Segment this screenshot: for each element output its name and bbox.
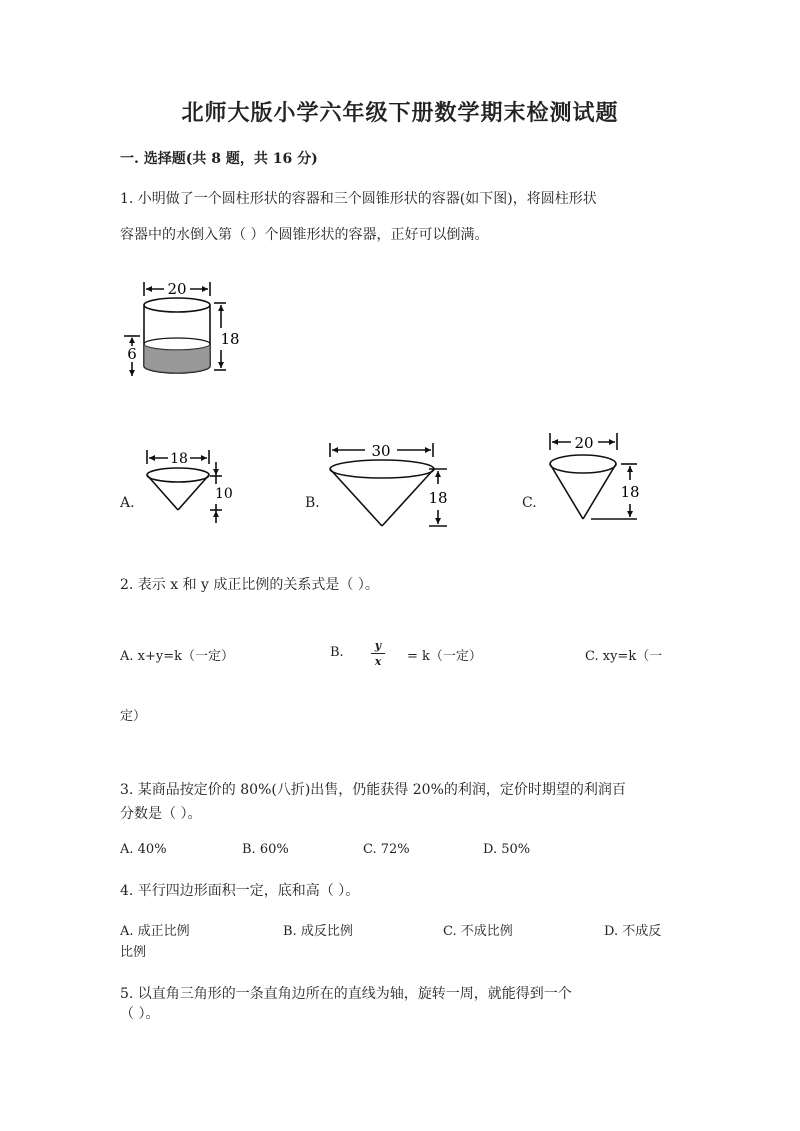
q1-option-a-label: A. <box>120 495 135 511</box>
q4-option-c: C. 不成比例 <box>443 924 513 939</box>
q3-option-b: B. 60% <box>242 842 289 857</box>
q4-option-d: D. 不成反 <box>604 924 662 939</box>
cylinder-figure <box>118 278 248 388</box>
cone-a-height-label: 10 <box>215 486 233 502</box>
page-title: 北师大版小学六年级下册数学期末检测试题 <box>181 100 619 126</box>
cone-c-figure <box>543 430 653 525</box>
q5-stem-line2: （ ）。 <box>120 1006 160 1022</box>
q3-stem-line1: 3. 某商品按定价的 80%(八折)出售，仍能获得 20%的利润，定价时期望的利润百 <box>120 782 626 798</box>
q3-option-c: C. 72% <box>363 842 410 857</box>
q1-stem-line2: 容器中的水倒入第（ ）个圆锥形状的容器，正好可以倒满。 <box>120 227 489 243</box>
cone-b-diameter-label: 30 <box>371 442 391 460</box>
q2-option-b-fraction <box>371 639 385 668</box>
q1-option-c-label: C. <box>522 495 537 511</box>
q3-option-d: D. 50% <box>483 842 531 857</box>
fraction-bar <box>371 653 385 654</box>
section-heading: 一. 选择题(共 8 题，共 16 分) <box>120 151 318 167</box>
cone-b-height-label: 18 <box>428 489 448 507</box>
cone-a-diameter-label: 18 <box>170 451 188 467</box>
cylinder-height-label: 18 <box>220 330 240 348</box>
q4-option-a: A. 成正比例 <box>120 924 190 939</box>
cone-c-diameter-label: 20 <box>574 434 594 452</box>
cone-a-figure <box>142 448 242 526</box>
fraction-denominator: x <box>374 655 382 668</box>
q4-option-d-continued: 比例 <box>120 945 147 960</box>
q4-option-b: B. 成反比例 <box>283 924 353 939</box>
q2-option-c: C. xy=k（一 <box>585 649 663 664</box>
q2-stem: 2. 表示 x 和 y 成正比例的关系式是（ ）。 <box>120 577 379 593</box>
q2-option-b-label: B. <box>330 645 344 660</box>
q1-stem-line1: 1. 小明做了一个圆柱形状的容器和三个圆锥形状的容器(如下图)，将圆柱形状 <box>120 191 597 207</box>
cylinder-water-label: 6 <box>127 345 137 363</box>
q4-stem: 4. 平行四边形面积一定，底和高（ ）。 <box>120 883 360 899</box>
fraction-numerator: y <box>374 639 382 652</box>
q2-option-a: A. x+y=k（一定） <box>120 649 234 664</box>
q1-option-b-label: B. <box>305 495 320 511</box>
q3-stem-line2: 分数是（ ）。 <box>120 806 202 822</box>
q5-stem-line1: 5. 以直角三角形的一条直角边所在的直线为轴，旋转一周，就能得到一个 <box>120 986 572 1002</box>
cone-b-figure <box>325 440 455 532</box>
cylinder-diameter-label: 20 <box>167 280 187 298</box>
q2-option-b-text: = k（一定） <box>407 649 482 664</box>
cone-c-height-label: 18 <box>620 483 640 501</box>
q2-option-c-continued: 定） <box>120 709 147 724</box>
q3-option-a: A. 40% <box>120 842 167 857</box>
